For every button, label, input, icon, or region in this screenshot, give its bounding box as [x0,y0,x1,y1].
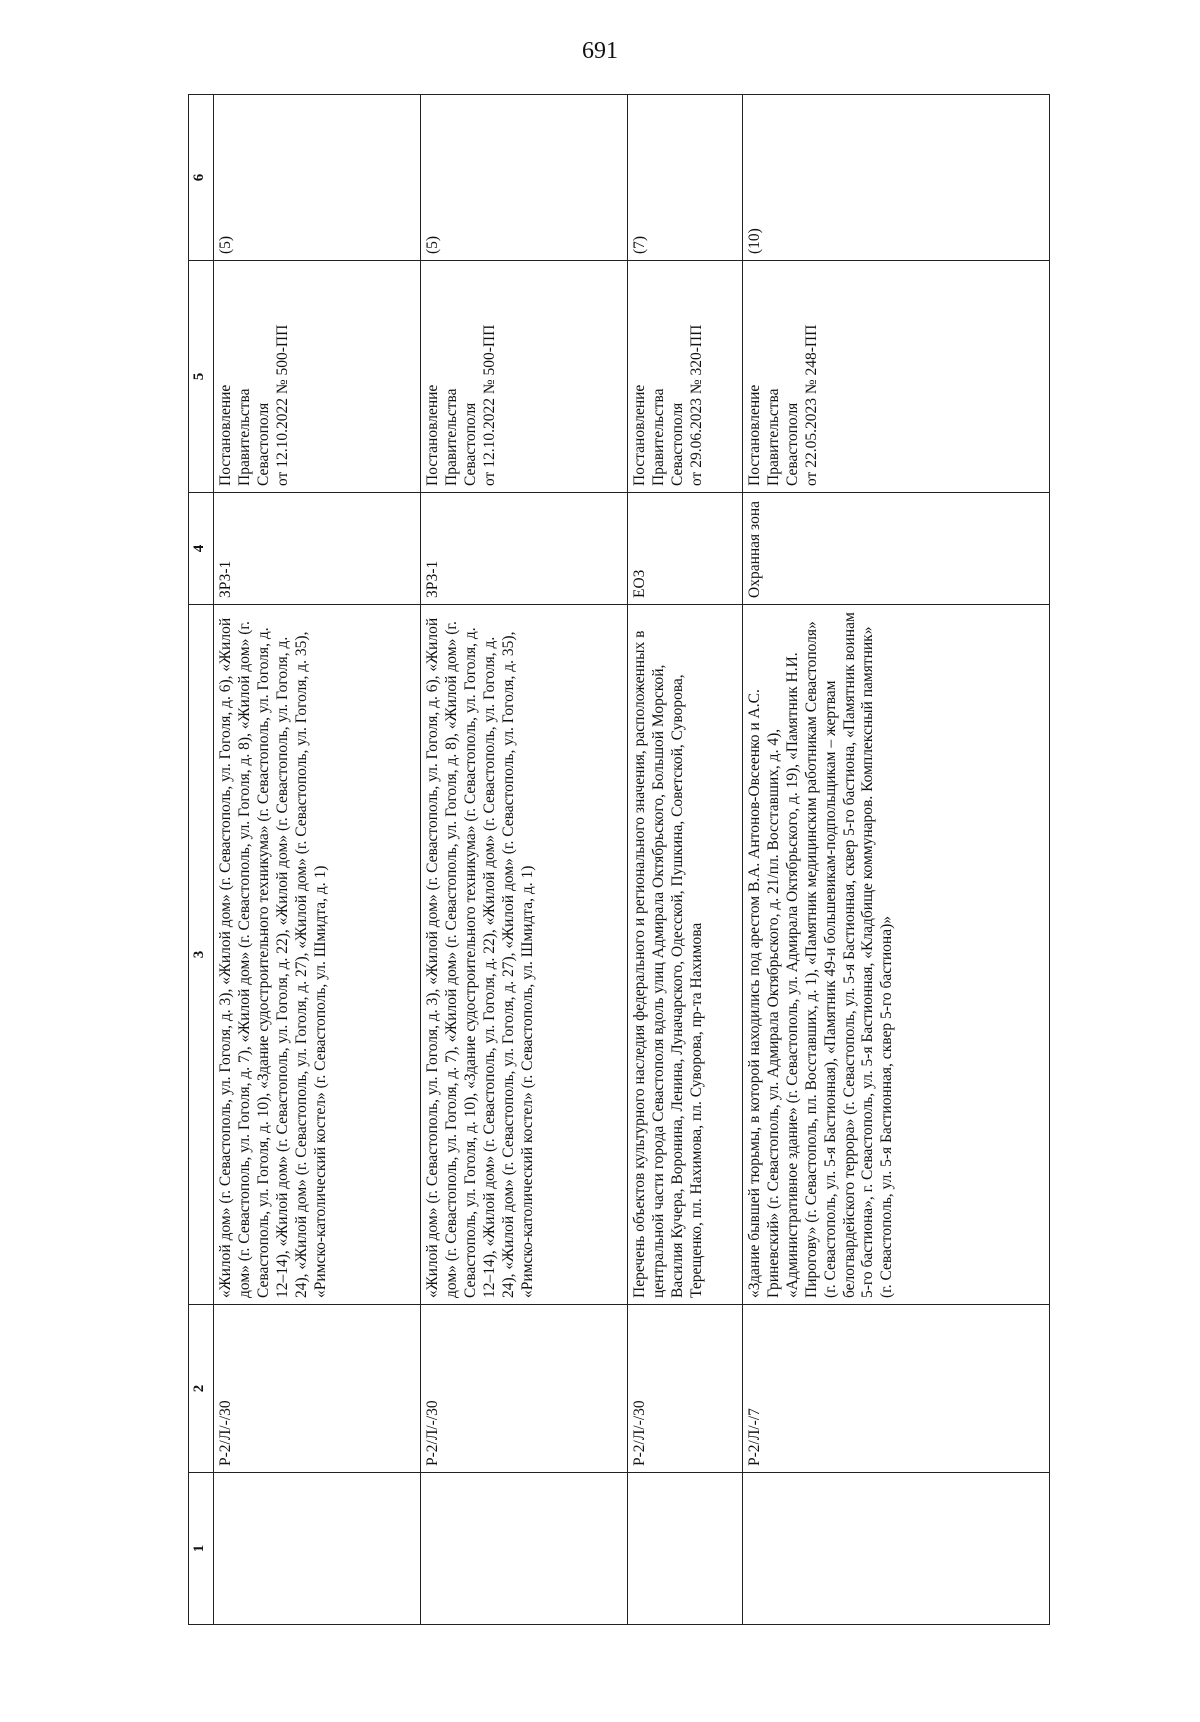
cell-document: Постановление Правительства Севастополя от 12.10.2022 № 500-ПП [421,261,628,493]
cell-zone-type: Охранная зона [743,493,1050,605]
cell-note: (5) [421,95,628,261]
table-row [421,95,628,1625]
zones-table [188,94,1050,1625]
cell-note: (5) [214,95,421,261]
rotated-table-wrapper [188,95,1048,1625]
cell-document: Постановление Правительства Севастополя от 29.06.2023 № 320-ПП [628,261,743,493]
cell-number [743,1473,1050,1625]
rotated-table-frame [188,95,1048,1625]
cell-number [628,1473,743,1625]
header-col-6: 6 [189,95,214,261]
cell-note: (10) [743,95,1050,261]
page-number: 691 [582,38,618,64]
header-col-5: 5 [189,261,214,493]
cell-document: Постановление Правительства Севастополя от 22.05.2023 № 248-ПП [743,261,1050,493]
table-row [743,95,1050,1625]
cell-number [214,1473,421,1625]
cell-zone-type: ЗРЗ-1 [214,493,421,605]
cell-number [421,1473,628,1625]
cell-zone-code: Р-2/Л/-/30 [628,1305,743,1473]
cell-document: Постановление Правительства Севастополя от 12.10.2022 № 500-ПП [214,261,421,493]
cell-zone-code: Р-2/Л/-/7 [743,1305,1050,1473]
header-col-4: 4 [189,493,214,605]
cell-objects: «Жилой дом» (г. Севастополь, ул. Гоголя, д. 3), «Жилой дом» (г. Севастополь, ул. Гоголя, д. 6), «Жилой дом» (г. Севастополь, ул. Гоголя, д. 7), «Жилой дом» (г. Севастополь, ул. Гоголя, д. 8), «Жилой дом» (г. Севастополь, ул. Гоголя, д. 10), «Здание судостроительного техникума» (г. Севастополь, ул. Гоголя, д. 12–14), «Жилой дом» (г. Севастополь, ул. Гоголя, д. 22), «Жилой дом» (г. Севастополь, ул. Гоголя, д. 24), «Жилой дом» (г. Севастополь, ул. Гоголя, д. 27), «Жилой дом» (г. Севастополь, ул. Гоголя, д. 35), «Римско-католический костел» (г. Севастополь, ул. Шмидта, д. 1) [214,605,421,1305]
cell-zone-code: Р-2/Л/-/30 [421,1305,628,1473]
table-row [214,95,421,1625]
table-row [628,95,743,1625]
header-col-3: 3 [189,605,214,1305]
header-col-1: 1 [189,1473,214,1625]
cell-zone-type: ЕОЗ [628,493,743,605]
cell-objects: «Жилой дом» (г. Севастополь, ул. Гоголя, д. 3), «Жилой дом» (г. Севастополь, ул. Гоголя, д. 6), «Жилой дом» (г. Севастополь, ул. Гоголя, д. 7), «Жилой дом» (г. Севастополь, ул. Гоголя, д. 8), «Жилой дом» (г. Севастополь, ул. Гоголя, д. 10), «Здание судостроительного техникума» (г. Севастополь, ул. Гоголя, д. 12–14), «Жилой дом» (г. Севастополь, ул. Гоголя, д. 22), «Жилой дом» (г. Севастополь, ул. Гоголя, д. 24), «Жилой дом» (г. Севастополь, ул. Гоголя, д. 27), «Жилой дом» (г. Севастополь, ул. Гоголя, д. 35), «Римско-католический костел» (г. Севастополь, ул. Шмидта, д. 1) [421,605,628,1305]
header-row [189,95,214,1625]
cell-zone-type: ЗРЗ-1 [421,493,628,605]
cell-zone-code: Р-2/Л/-/30 [214,1305,421,1473]
cell-objects: «Здание бывшей тюрьмы, в которой находились под арестом В.А. Антонов-Овсеенко и А.С. Гриневский» (г. Севастополь, ул. Адмирала Октябрьского, д. 21/пл. Восставших, д. 4), «Административное здание» (г. Севастополь, ул. Адмирала Октябрьского, д. 19), «Памятник Н.И. Пирогову» (г. Севастополь, пл. Восставших, д. 1), «Памятник медицинским работникам Севастополя» (г. Севастополь, ул. 5-я Бастионная), «Памятник 49-и большевикам-подпольщикам – жертвам белогвардейского террора» (г. Севастополь, ул. 5-я Бастионная, сквер 5-го бастиона, «Памятник воинам 5-го бастиона», г. Севастополь, ул. 5-я Бастионная, «Кладбище коммунаров. Комплексный памятник» (г. Севастополь, ул. 5-я Бастионная, сквер 5-го бастиона)» [743,605,1050,1305]
cell-note: (7) [628,95,743,261]
header-col-2: 2 [189,1305,214,1473]
cell-objects: Перечень объектов культурного наследия федерального и регионального значения, расположенных в центральной части города Севастополя вдоль улиц Адмирала Октябрьского, Большой Морской, Василия Кучера, Воронина, Ленина, Луначарского, Одесской, Пушкина, Советской, Суворова, Терещенко, пл. Нахимова, пл. Суворова, пр-та Нахимова [628,605,743,1305]
